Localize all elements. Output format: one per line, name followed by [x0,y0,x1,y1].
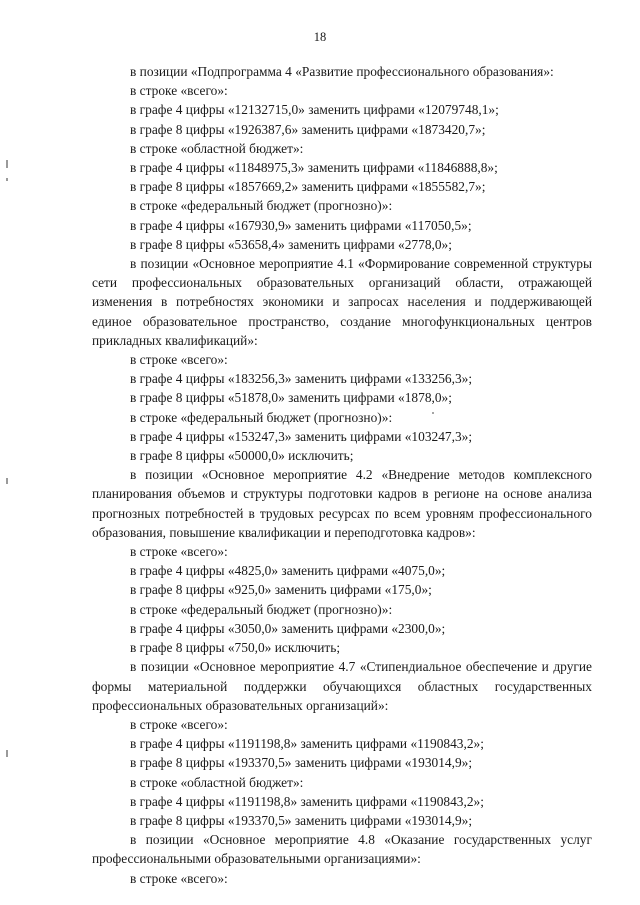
paragraph: в графе 8 цифры «925,0» заменить цифрами «175,0»; [130,582,432,598]
paragraph: в позиции «Основное мероприятие 4.1 «Формирование современной структуры сети профессиональных образовательных организаций области, отражающей изменения в потребностях экономики и запросах населения и поддерживающей единое образовательное пространство, создание многофункциональных центров прикладных квалификаций»: [92,256,592,348]
paragraph: в строке «федеральный бюджет (прогнозно)»: [130,198,393,214]
paragraph: в позиции «Основное мероприятие 4.8 «Оказание государственных услуг профессиональными образовательными организациями»: [92,832,592,867]
paragraph: в строке «областной бюджет»: [130,774,304,790]
paragraph: в строке «всего»: [130,870,228,886]
paragraph: в строке «федеральный бюджет (прогнозно)»: [130,601,393,617]
paragraph: в графе 4 цифры «1191198,8» заменить цифрами «1190843,2»; [130,736,484,752]
paragraph: в строке «федеральный бюджет (прогнозно)»: [130,409,393,425]
document-body [92,62,592,888]
scan-artifact [432,412,434,414]
paragraph: в графе 4 цифры «11848975,3» заменить цифрами «11846888,8»; [130,160,498,176]
paragraph: в строке «всего»: [130,716,228,732]
page-number: 18 [313,30,327,44]
paragraph: в графе 4 цифры «1191198,8» заменить цифрами «1190843,2»; [130,793,484,809]
paragraph: в графе 8 цифры «1857669,2» заменить цифрами «1855582,7»; [130,179,486,195]
paragraph: в графе 4 цифры «12132715,0» заменить цифрами «12079748,1»; [130,102,499,118]
paragraph: в позиции «Основное мероприятие 4.7 «Стипендиальное обеспечение и другие формы материальной поддержки обучающихся областных государственных профессиональных образовательных организаций»: [92,659,592,713]
scan-artifact [6,478,8,484]
scan-artifact [6,160,8,168]
paragraph: в графе 4 цифры «153247,3» заменить цифрами «103247,3»; [130,428,473,444]
paragraph: в графе 4 цифры «183256,3» заменить цифрами «133256,3»; [130,371,473,387]
paragraph: в графе 4 цифры «167930,9» заменить цифрами «117050,5»; [130,217,472,233]
paragraph: в строке «всего»: [130,544,228,560]
paragraph: в графе 8 цифры «53658,4» заменить цифрами «2778,0»; [130,236,452,252]
paragraph: в строке «всего»: [130,83,228,99]
paragraph: в позиции «Подпрограмма 4 «Развитие профессионального образования»: [130,64,554,79]
paragraph: в строке «областной бюджет»: [130,140,304,156]
paragraph: в графе 4 цифры «4825,0» заменить цифрами «4075,0»; [130,563,446,579]
scan-artifact [6,750,8,757]
scan-artifact [6,178,8,181]
paragraph: в графе 4 цифры «3050,0» заменить цифрами «2300,0»; [130,620,446,636]
paragraph: в графе 8 цифры «750,0» исключить; [130,640,341,656]
paragraph: в графе 8 цифры «50000,0» исключить; [130,448,354,464]
paragraph: в графе 8 цифры «193370,5» заменить цифрами «193014,9»; [130,812,473,828]
paragraph: в графе 8 цифры «51878,0» заменить цифрами «1878,0»; [130,390,452,406]
paragraph: в графе 8 цифры «1926387,6» заменить цифрами «1873420,7»; [130,121,486,137]
paragraph: в строке «всего»: [130,352,228,368]
paragraph: в позиции «Основное мероприятие 4.2 «Внедрение методов комплексного планирования объемов и структуры подготовки кадров в регионе на основе анализа прогнозных потребностей в трудовых ресурсах по всем уровням профессионального образования, повышение квалификации и переподготовка кадров»: [92,467,592,540]
paragraph: в графе 8 цифры «193370,5» заменить цифрами «193014,9»; [130,755,473,771]
